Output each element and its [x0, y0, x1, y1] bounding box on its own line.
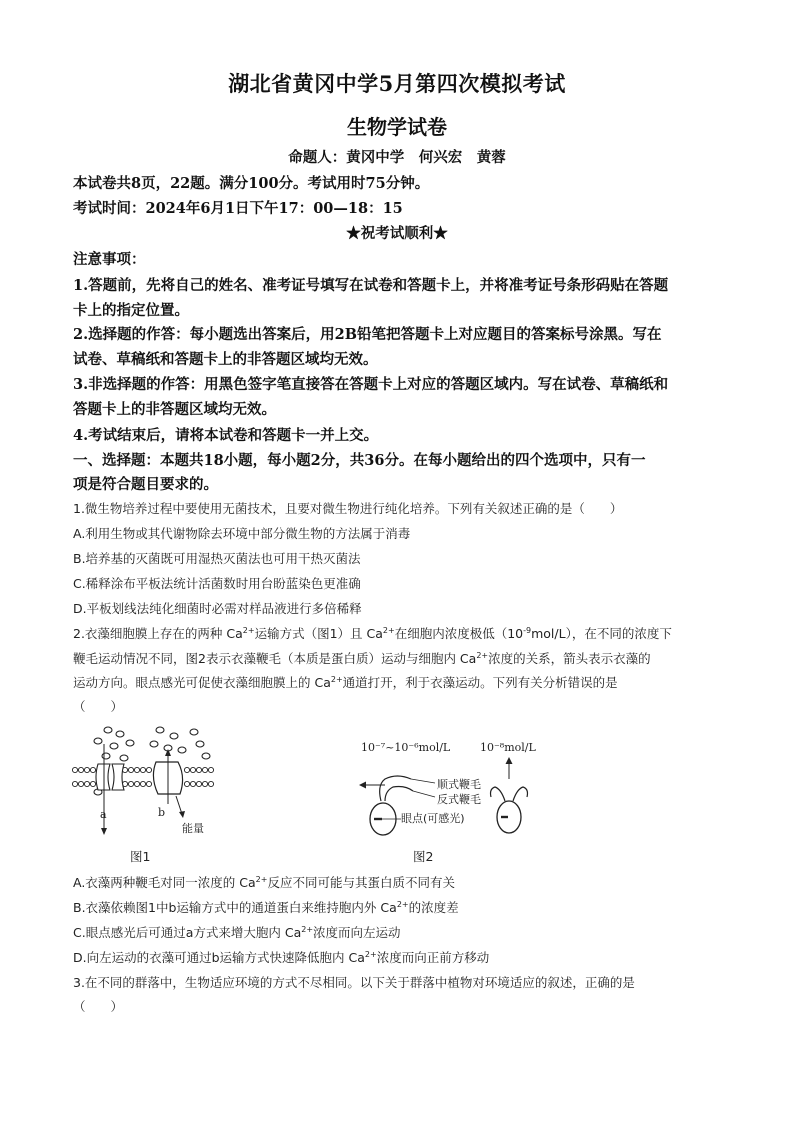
exam-pages-info: 本试卷共8页，22题。满分100分。考试用时75分钟。 — [73, 175, 430, 192]
q2-option-a: A.衣藻两种鞭毛对同一浓度的 $Ca^{2+}$反应不同可能与其蛋白质不同有关 — [73, 874, 455, 890]
q2-option-d: D.向左运动的衣藻可通过b运输方式快速降低胞内 $Ca^{2+}$浓度而向正前方移动 — [73, 949, 490, 965]
q1-stem: 1.微生物培养过程中要使用无菌技术，且要对微生物进行纯化培养。下列有关叙述正确的是（ ） — [73, 501, 623, 516]
note-line: 1.答题前，先将自己的姓名、准考证号填写在试卷和答题卡上，并将准考证号条形码贴在答题 — [73, 277, 669, 294]
figure1-energy-label: 能量 — [182, 822, 204, 835]
q2-stem-line3: 运动方向。眼点感光可促使衣藻细胞膜上的 $Ca^{2+}$通道打开，利于衣藻运动。下列有关分析错误的是 — [73, 674, 618, 690]
figure1-label-b: b — [158, 806, 166, 819]
exam-subtitle: 生物学试卷 — [347, 115, 447, 139]
exam-authors: 命题人：黄冈中学 何兴宏 黄蓉 — [288, 149, 506, 166]
exam-time-info: 考试时间：2024年6月1日下午17：00—18：15 — [73, 200, 403, 217]
q2-option-c: C.眼点感光后可通过a方式来增大胞内 $Ca^{2+}$浓度而向左运动 — [73, 924, 401, 940]
figure2-conc-right: 10⁻⁸mol/L — [480, 741, 536, 754]
good-luck-line: ★祝考试顺利★ — [346, 225, 448, 242]
figure2-forward-label: 顺式鞭毛 — [437, 778, 481, 791]
q1-option-c: C.稀释涂布平板法统计活菌数时用台盼蓝染色更准确 — [73, 576, 361, 591]
q3-stem: 3.在不同的群落中，生物适应环境的方式不尽相同。以下关于群落中植物对环境适应的叙述，正确的是 — [73, 975, 635, 990]
figure1-membrane-diagram — [70, 722, 220, 847]
q1-option-a: A.利用生物或其代谢物除去环境中部分微生物的方法属于消毒 — [73, 526, 411, 541]
figure1-caption: 图1 — [130, 849, 151, 864]
figure2-caption: 图2 — [413, 849, 434, 864]
note-line: 卡上的指定位置。 — [73, 302, 189, 319]
q2-stem-line2: 鞭毛运动情况不同，图2表示衣藻鞭毛（本质是蛋白质）运动与细胞内 $Ca^{2+}$浓度的关系，箭头表示衣藻的 — [73, 650, 651, 666]
q1-option-d: D.平板划线法纯化细菌时必需对样品液进行多倍稀释 — [73, 601, 362, 616]
figure2-flagella-diagram — [355, 733, 555, 838]
section1-heading: 一、选择题：本题共18小题，每小题2分，共36分。在每小题给出的四个选项中，只有一 — [73, 452, 646, 469]
q3-answer-paren: （ ） — [73, 999, 124, 1014]
figure2-conc-left: 10⁻⁷~10⁻⁶mol/L — [361, 741, 451, 754]
q2-stem-line1: 2.衣藻细胞膜上存在的两种 $Ca^{2+}$运输方式（图1）且 $Ca^{2+}$在细胞内浓度极低$(10^{-9}mol/L)$，在不同的浓度下 — [73, 625, 672, 641]
q2-option-b: B.衣藻依赖图1中b运输方式中的通道蛋白来维持胞内外 $Ca^{2+}$的浓度差 — [73, 899, 459, 915]
figure2-reverse-label: 反式鞭毛 — [437, 793, 481, 806]
note-line: 2.选择题的作答：每小题选出答案后，用2B铅笔把答题卡上对应题目的答案标号涂黑。写在 — [73, 326, 662, 343]
note-line: 3.非选择题的作答：用黑色签字笔直接答在答题卡上对应的答题区域内。写在试卷、草稿纸和 — [73, 376, 669, 393]
exam-title: 湖北省黄冈中学5月第四次模拟考试 — [228, 71, 566, 96]
q1-option-b: B.培养基的灭菌既可用湿热灭菌法也可用干热灭菌法 — [73, 551, 361, 566]
note-line: 试卷、草稿纸和答题卡上的非答题区域均无效。 — [73, 351, 378, 368]
q2-stem-line4: （ ） — [73, 699, 124, 714]
notes-heading: 注意事项： — [73, 251, 146, 268]
figure1-label-a: a — [100, 808, 107, 821]
section1-heading-cont: 项是符合题目要求的。 — [73, 476, 218, 493]
note-line: 答题卡上的非答题区域均无效。 — [73, 401, 276, 418]
note-line: 4.考试结束后，请将本试卷和答题卡一并上交。 — [73, 427, 379, 444]
figure2-eyespot-label: 眼点(可感光) — [401, 812, 465, 825]
